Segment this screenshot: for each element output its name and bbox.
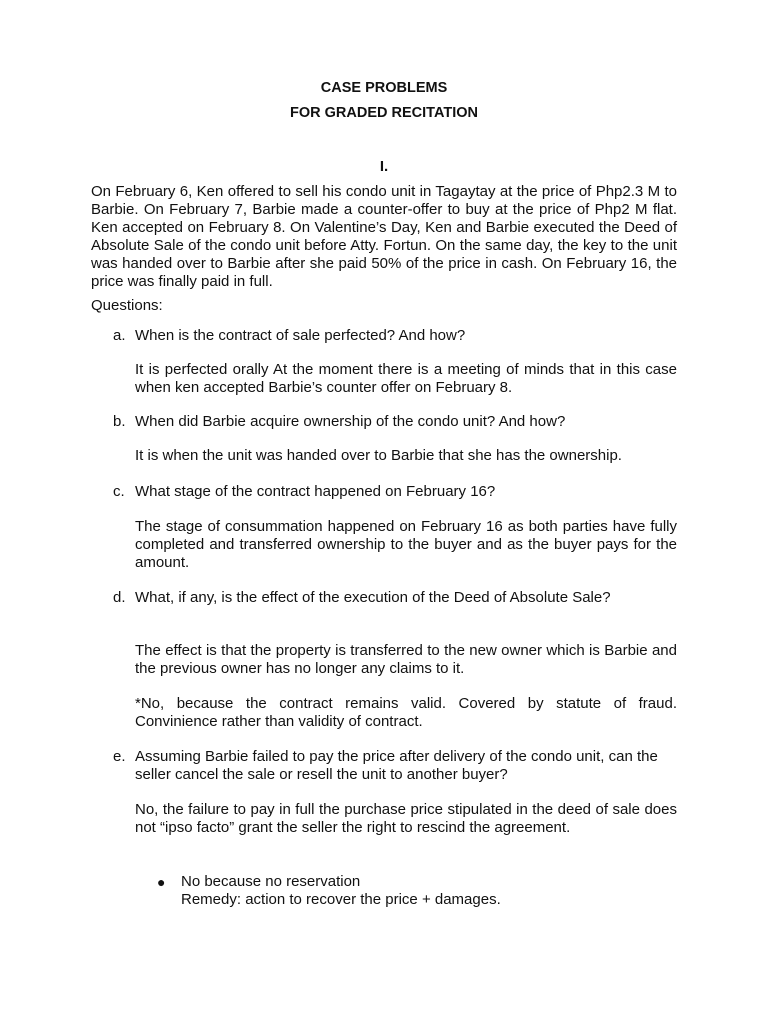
document-subtitle: FOR GRADED RECITATION bbox=[290, 105, 478, 121]
question-text: Assuming Barbie failed to pay the price after delivery of the condo unit, can the seller cancel the sale or resell the unit to another buyer? bbox=[135, 748, 658, 783]
question-letter: e. bbox=[113, 748, 126, 765]
question-text: When is the contract of sale perfected? And how? bbox=[135, 327, 466, 344]
answer-text: It is when the unit was handed over to Barbie that she has the ownership. bbox=[135, 447, 622, 464]
question-letter: a. bbox=[113, 327, 126, 344]
question-text: When did Barbie acquire ownership of the condo unit? And how? bbox=[135, 413, 566, 430]
bullet-line: Remedy: action to recover the price + damages. bbox=[181, 891, 501, 908]
answer-text: It is perfected orally At the moment there is a meeting of minds that in this case when ken accepted Barbie’s counter offer on February 8. bbox=[135, 361, 677, 396]
answer-note: *No, because the contract remains valid. Covered by statute of fraud. Convinience rather than validity of contract. bbox=[135, 695, 677, 730]
answer-text: The stage of consummation happened on February 16 as both parties have fully completed and transferred ownership to the buyer and as the buyer pays for the amount. bbox=[135, 518, 677, 571]
questions-label: Questions: bbox=[91, 297, 163, 314]
answer-text: No, the failure to pay in full the purchase price stipulated in the deed of sale does not “ipso facto” grant the seller the right to rescind the agreement. bbox=[135, 801, 677, 836]
bullet-text bbox=[181, 873, 677, 909]
bullet-line: No because no reservation bbox=[181, 873, 361, 890]
bullet-icon: ● bbox=[157, 874, 166, 890]
question-letter: d. bbox=[113, 589, 126, 606]
question-letter: c. bbox=[113, 483, 125, 500]
question-text: What stage of the contract happened on February 16? bbox=[135, 483, 496, 500]
case-facts-paragraph: On February 6, Ken offered to sell his condo unit in Tagaytay at the price of Php2.3 M to Barbie. On February 7, Barbie made a counter-offer to buy at the price of Php2 M flat. Ken accepted on February 8. On Valentine’s Day, Ken and Barbie executed the Deed of Absolute Sale of the condo unit before Atty. Fortun. On the same day, the key to the unit was handed over to Barbie after she paid 50% of the price in cash. On February 16, the price was finally paid in full. bbox=[91, 183, 677, 290]
question-text: What, if any, is the effect of the execution of the Deed of Absolute Sale? bbox=[135, 589, 611, 606]
question-letter: b. bbox=[113, 413, 126, 430]
answer-text: The effect is that the property is transferred to the new owner which is Barbie and the previous owner has no longer any claims to it. bbox=[135, 642, 677, 677]
section-number: I. bbox=[379, 158, 389, 175]
document-title: CASE PROBLEMS bbox=[320, 80, 448, 96]
